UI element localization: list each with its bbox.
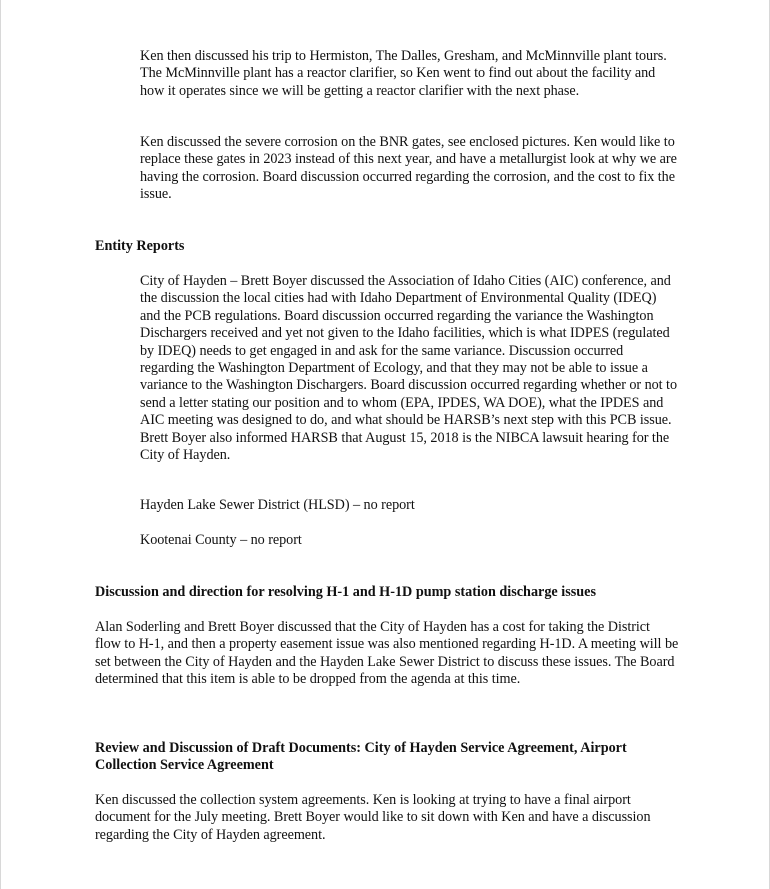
kootenai-report-paragraph: Kootenai County – no report	[140, 532, 302, 548]
hlsd-report-paragraph: Hayden Lake Sewer District (HLSD) – no report	[140, 497, 415, 513]
corrosion-paragraph: Ken discussed the severe corrosion on the BNR gates, see enclosed pictures. Ken would like to replace these gates in 2023 instead of this next year, and have a metallurgist look at why we are having the corrosion. Board discussion occurred regarding the corrosion, and the cost to fix the issue.	[140, 134, 677, 203]
draft-documents-paragraph: Ken discussed the collection system agreements. Ken is looking at trying to have a final airport document for the July meeting. Brett Boyer would like to sit down with Ken and have a discussion regarding the City of Hayden agreement.	[95, 792, 651, 843]
tours-paragraph: Ken then discussed his trip to Hermiston, The Dalles, Gresham, and McMinnville plant tours. The McMinnville plant has a reactor clarifier, so Ken went to find out about the facility and how it operates since we will be getting a reactor clarifier with the next phase.	[140, 48, 667, 99]
pump-station-heading: Discussion and direction for resolving H-1 and H-1D pump station discharge issues	[95, 584, 596, 600]
entity-reports-heading: Entity Reports	[95, 238, 185, 254]
pump-station-paragraph: Alan Soderling and Brett Boyer discussed that the City of Hayden has a cost for taking the District flow to H-1, and then a property easement issue was also mentioned regarding H-1D. A meeting will be set between the City of Hayden and the Hayden Lake Sewer District to discuss these issues. The Board determined that this item is able to be dropped from the agenda at this time.	[95, 619, 679, 688]
draft-documents-heading: Review and Discussion of Draft Documents: City of Hayden Service Agreement, Airport Collection Service Agreement	[95, 740, 627, 774]
hayden-report-paragraph: City of Hayden – Brett Boyer discussed the Association of Idaho Cities (AIC) conference, and the discussion the local cities had with Idaho Department of Environmental Quality (IDEQ) and the PCB regulations. Board discussion occurred regarding the variance the Washington Dischargers received and yet not given to the Idaho facilities, which is what IDPES (regulated by IDEQ) needs to get engaged in and ask for the same variance. Discussion occurred regarding the Washington Department of Ecology, and that they may not be able to issue a variance to the Washington Dischargers. Board discussion occurred regarding whether or not to send a letter stating our position and to whom (EPA, IPDES, WA DOE), what the IPDES and AIC meeting was designed to do, and what should be HARSB’s next step with this PCB issue. Brett Boyer also informed HARSB that August 15, 2018 is the NIBCA lawsuit hearing for the City of Hayden.	[140, 273, 677, 464]
